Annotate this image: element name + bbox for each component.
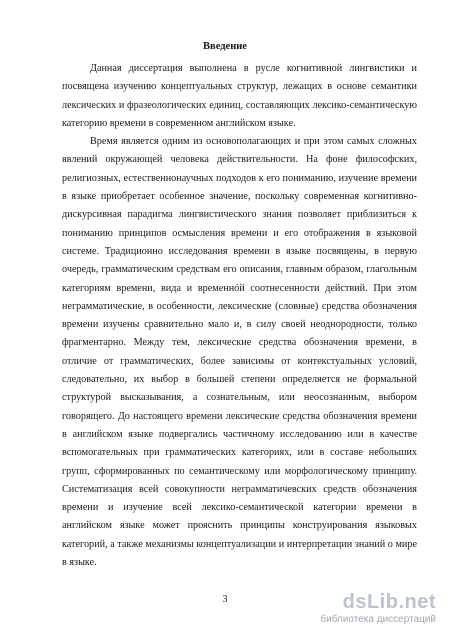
watermark-subtitle: библиотека диссертаций xyxy=(320,614,436,625)
paragraph-intro: Данная диссертация выполнена в русле когнитивной лингвистики и посвящена изучению концептуальных структур, лежащих в основе семантики лексических и фразеологических единиц, составляющих лексико-семантическую категорию времени в современном английском языке. xyxy=(62,63,417,129)
body-text xyxy=(62,60,417,572)
watermark-logo xyxy=(306,591,436,627)
watermark-title: dsLib.net xyxy=(342,591,436,613)
page-number: 3 xyxy=(222,594,228,605)
paragraph-main: Время является одним из основополагающих и при этом самых сложных явлений окружающей человека действительности. На фоне философских, религиозных, естественнонаучных подходов к его пониманию, изучение времени в языке приобретает особенное значение, поскольку современная когнитивно-дискурсивная парадигма лингвистического знания позволяет приблизиться к пониманию принципов осмысления времени и его отображения в языковой системе. Традиционно исследования времени в языке посвящены, в первую очередь, грамматическим средствам его описания, главным образом, глагольным категориям времени, вида и временнóй соотнесенности действий. При этом неграмматические, в особенности, лексические (словные) средства обозначения времени изучены сравнительно мало и, в силу своей неоднородности, только фрагментарно. Между тем, лексические средства обозначения времени, в отличие от грамматических, более зависимы от контекстуальных условий, следовательно, их выбор в большей степени определяется не формальной структурой высказывания, а сознательным, или неосознанным, выбором говорящего. До настоящего времени лексические средства обозначения времени в английском языке подвергались частичному исследованию или в качестве вспомогательных при грамматических категориях, или в составе небольших групп, сформированных по семантическому или морфологическому принципу. Систематизация всей совокупности неграмматичевских средств обозначения времени и изучение всей лексико-семантической категории времени в английском языке может прояснить принципы конструирования языковых категорий, а также механизмы концептуализации и интерпретации знаний о мире в языке. xyxy=(62,136,417,569)
section-heading: Введение xyxy=(203,41,247,52)
